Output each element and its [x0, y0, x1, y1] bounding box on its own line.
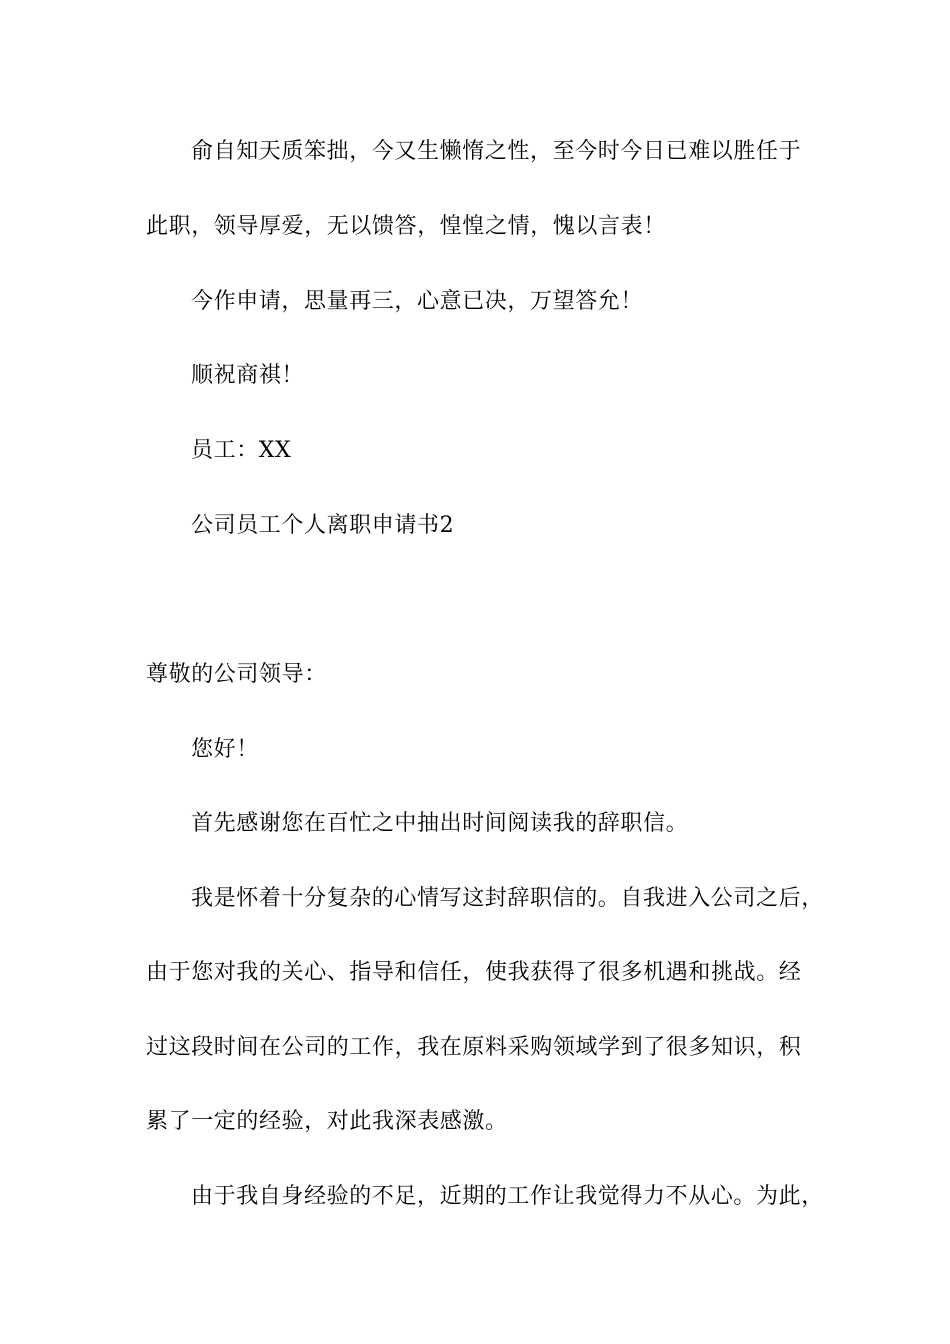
paragraph-line: 由于您对我的关心、指导和信任，使我获得了很多机遇和挑战。经 [146, 960, 802, 985]
signature-line: 员工：XX [191, 438, 292, 463]
paragraph-line: 俞自知天质笨拙，今又生懒惰之性，至今时今日已难以胜任于 [191, 139, 802, 164]
greeting: 您好！ [191, 737, 259, 762]
paragraph-line: 今作申请，思量再三，心意已决，万望答允！ [191, 289, 644, 314]
paragraph-line: 我是怀着十分复杂的心情写这封辞职信的。自我进入公司之后， [191, 886, 824, 911]
paragraph-line: 此职，领导厚爱，无以馈答，惶惶之情，愧以言表！ [146, 214, 666, 239]
section-title: 公司员工个人离职申请书2 [191, 513, 455, 538]
paragraph-line: 过这段时间在公司的工作，我在原料采购领域学到了很多知识，积 [146, 1035, 802, 1060]
paragraph-line: 累了一定的经验，对此我深表感激。 [146, 1109, 508, 1134]
paragraph-line: 由于我自身经验的不足，近期的工作让我觉得力不从心。为此， [191, 1184, 824, 1209]
salutation: 尊敬的公司领导： [146, 662, 327, 687]
closing-greeting: 顺祝商祺！ [191, 363, 305, 388]
paragraph-line: 首先感谢您在百忙之中抽出时间阅读我的辞职信。 [191, 811, 689, 836]
